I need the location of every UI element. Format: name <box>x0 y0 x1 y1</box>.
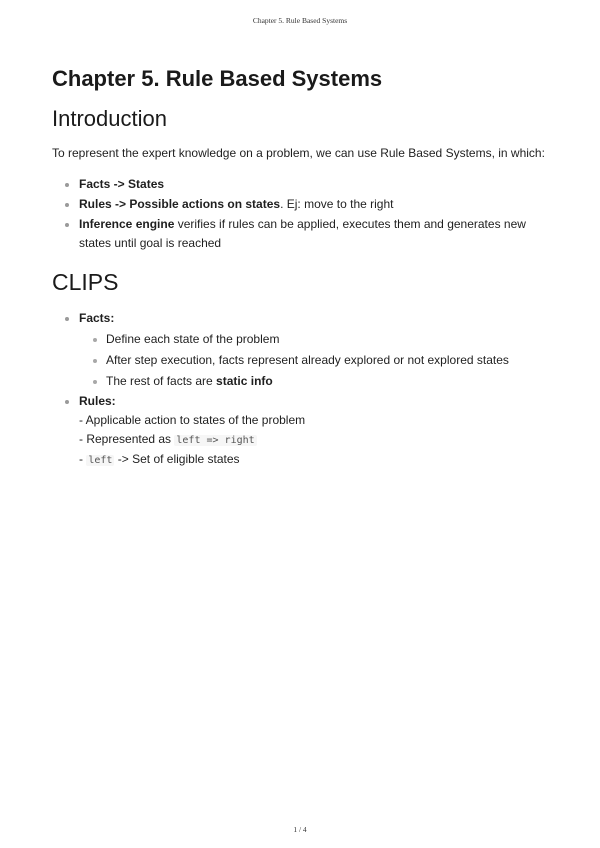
inline-code: left <box>88 455 113 466</box>
chapter-title: Chapter 5. Rule Based Systems <box>52 66 383 91</box>
sublist-item-bold: static info <box>216 374 273 388</box>
page-number: 1 / 4 <box>293 825 307 834</box>
running-header: Chapter 5. Rule Based Systems <box>252 16 348 25</box>
rules-line <box>79 450 548 471</box>
sublist-item: After step execution, facts represent already explored or not explored states <box>79 350 548 370</box>
rules-line <box>79 430 548 451</box>
list-item-bold: Inference engine <box>79 217 175 231</box>
sublist-item: Define each state of the problem <box>79 329 548 349</box>
sublist-item <box>79 371 548 391</box>
section-heading-introduction: Introduction <box>52 106 167 131</box>
rules-line: - Applicable action to states of the problem <box>79 413 306 427</box>
rules-label: Rules: <box>79 394 116 408</box>
clips-list <box>52 309 548 471</box>
inline-code: left => right <box>176 434 255 446</box>
list-item-bold: Rules -> Possible actions on states <box>79 197 281 211</box>
list-item <box>52 215 548 253</box>
sublist-item-text: The rest of facts are <box>106 374 217 388</box>
list-item-text: verifies if rules can be applied, executes them and generates new states until goal is reached <box>79 217 526 250</box>
list-item <box>52 175 548 194</box>
rules-line-text: -> Set of eligible states <box>114 452 240 466</box>
facts-label: Facts: <box>79 311 115 325</box>
section-heading-clips: CLIPS <box>52 269 119 295</box>
intro-list <box>52 175 548 253</box>
rules-line-prefix: - <box>79 452 87 466</box>
list-item-bold: Facts -> States <box>79 177 165 191</box>
facts-sublist <box>79 329 548 391</box>
list-item-facts <box>52 309 548 391</box>
page-content <box>52 60 548 472</box>
list-item-text: . Ej: move to the right <box>280 197 394 211</box>
rules-line-text: - Represented as <box>79 431 175 446</box>
intro-paragraph: To represent the expert knowledge on a problem, we can use Rule Based Systems, in which: <box>52 146 545 160</box>
list-item-rules <box>52 392 548 471</box>
rules-lines <box>79 411 548 471</box>
list-item <box>52 195 548 214</box>
